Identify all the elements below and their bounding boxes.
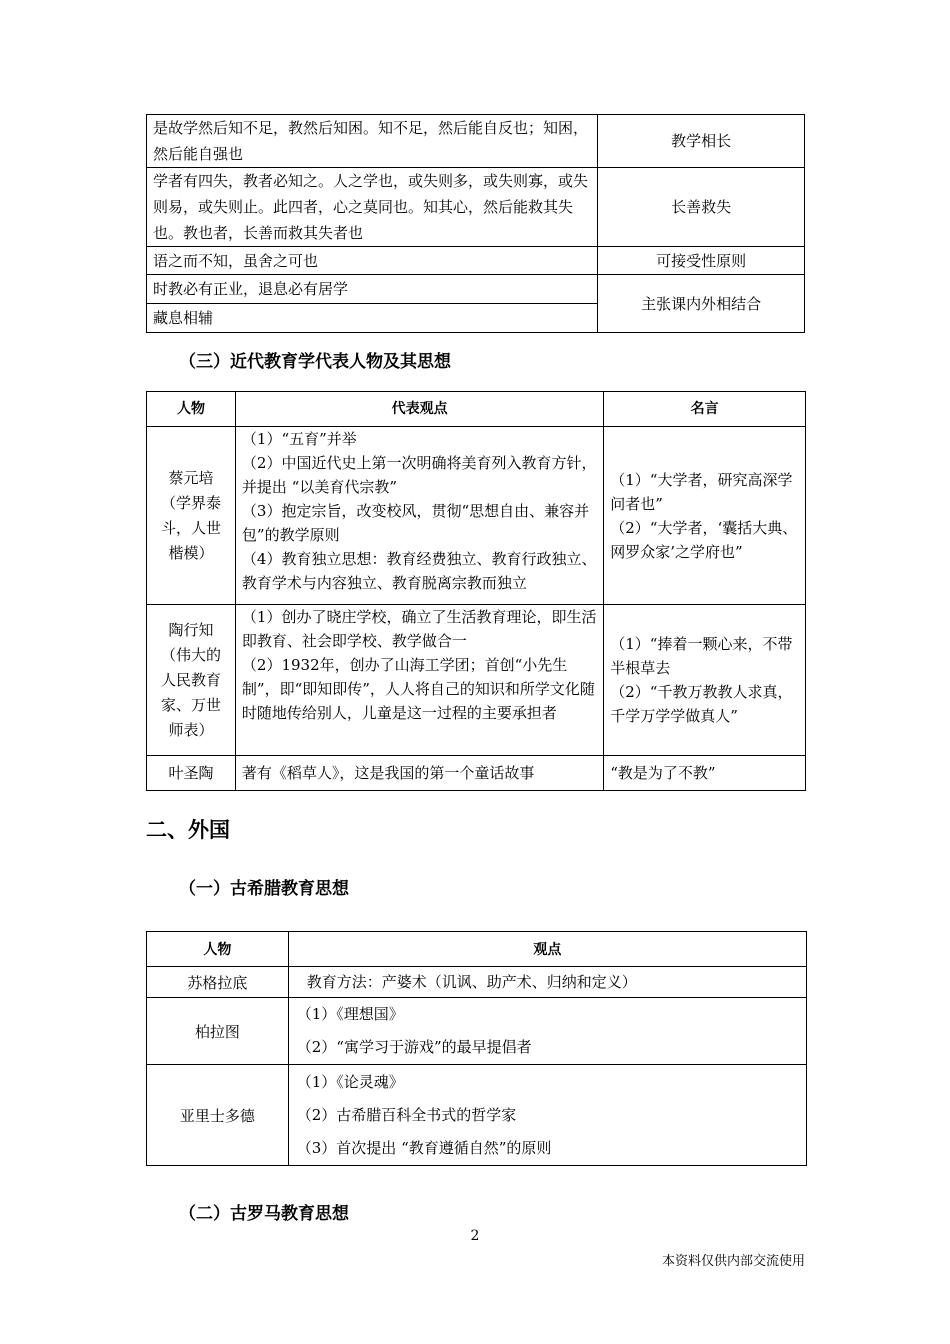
- table-row: [147, 247, 805, 275]
- column-header: 名言: [604, 392, 806, 427]
- table-row: [147, 998, 807, 1065]
- views-cell: [235, 605, 603, 756]
- person-cell: 陶行知（伟大的人民教育家、万世师表）: [147, 605, 236, 756]
- part-heading-foreign: 二、外国: [146, 818, 230, 842]
- views-cell: [288, 1065, 806, 1166]
- footer-note: 本资料仅供内部交流使用: [661, 1254, 805, 1269]
- principle-cell: 可接受性原则: [598, 247, 805, 275]
- view-item: （1）《理想国》: [296, 1005, 404, 1023]
- view-item: （2）古希腊百科全书式的哲学家: [296, 1105, 517, 1124]
- views-cell: [288, 998, 806, 1065]
- quote-cell: 是故学然后知不足，教然后知困。知不足，然后能自反也；知困，然后能自强也: [147, 115, 598, 168]
- section-heading-rome: （二）古罗马教育思想: [179, 1204, 349, 1224]
- view-item: （2）中国近代史上第一次明确将美育列入教育方针，并提出 “以美育代宗教”: [241, 454, 597, 496]
- view-item: （4）教育独立思想：教育经费独立、教育行政独立、教育学术与内容独立、教育脱离宗教而独立: [241, 550, 597, 592]
- table-header-row: [147, 932, 807, 967]
- table-row: [147, 967, 807, 998]
- quote-cell: 语之而不知，虽舍之可也: [147, 247, 598, 275]
- view-item: 教育方法：产婆术（讥讽、助产术、归纳和定义）: [306, 973, 637, 991]
- views-cell: [235, 427, 603, 605]
- table-row: [147, 605, 806, 756]
- quote-cell: 藏息相辅: [147, 304, 598, 333]
- quote-item: “教是为了不教”: [610, 764, 716, 782]
- table-row: [147, 427, 806, 605]
- quote-item: （1）“捧着一颗心来，不带半根草去: [610, 635, 793, 677]
- view-item: （2）“寓学习于游戏”的最早提倡者: [296, 1038, 532, 1056]
- view-item: 著有《稻草人》，这是我国的第一个童话故事: [241, 764, 535, 782]
- table-row: [147, 115, 805, 168]
- views-cell: [288, 967, 806, 998]
- person-cell: 蔡元培（学界泰斗，人世楷模）: [147, 427, 236, 605]
- view-item: （3）首次提出 “教育遵循自然”的原则: [296, 1138, 552, 1157]
- section-heading-greece: （一）古希腊教育思想: [179, 879, 349, 899]
- page-number: 2: [470, 1228, 480, 1244]
- section-heading-modern: （三）近代教育学代表人物及其思想: [179, 352, 451, 372]
- quote-item: （2）“千教万教教人求真，千学万学学做真人”: [610, 683, 793, 725]
- person-cell: 亚里士多德: [147, 1065, 289, 1166]
- views-cell: [235, 756, 603, 791]
- quote-item: （1）“大学者，研究高深学问者也”: [610, 470, 793, 513]
- person-cell: 柏拉图: [147, 998, 289, 1065]
- principle-cell: 教学相长: [598, 115, 805, 168]
- view-item: （1）创办了晓庄学校，确立了生活教育理论，即生活即教育、社会即学校、教学做合一: [241, 608, 597, 650]
- view-item: （1）“五育”并举: [241, 430, 357, 448]
- quotes-cell: [604, 427, 806, 605]
- principle-cell: 长善救失: [598, 168, 805, 247]
- quote-item: （2）“大学者，‘囊括大典、网罗众家’之学府也”: [610, 518, 798, 561]
- quote-cell: 学者有四失，教者必知之。人之学也，或失则多，或失则寡，或失则易，或失则止。此四者，心之莫同也。知其心，然后能救其失也。教也者，长善而救其失者也: [147, 168, 598, 247]
- person-cell: 苏格拉底: [147, 967, 289, 998]
- quotes-cell: [604, 605, 806, 756]
- view-item: （1）《论灵魂》: [296, 1072, 404, 1091]
- modern-educators-table: [146, 391, 806, 791]
- quote-cell: 时教必有正业，退息必有居学: [147, 275, 598, 304]
- table-row: [147, 168, 805, 247]
- table-row: [147, 1065, 807, 1166]
- greece-table: [146, 931, 807, 1166]
- view-item: （2）1932年，创办了山海工学团；首创“小先生制”，即“即知即传”，人人将自己的知识和所学文化随时随地传给别人，儿童是这一过程的主要承担者: [241, 656, 595, 722]
- column-header: 人物: [147, 932, 289, 967]
- quotes-cell: [604, 756, 806, 791]
- table-row: [147, 275, 805, 304]
- column-header: 代表观点: [235, 392, 603, 427]
- principle-cell: 主张课内外相结合: [598, 275, 805, 333]
- table-header-row: [147, 392, 806, 427]
- person-cell: 叶圣陶: [147, 756, 236, 791]
- column-header: 人物: [147, 392, 236, 427]
- view-item: （3）抱定宗旨，改变校风，贯彻“思想自由、兼容并包”的教学原则: [241, 502, 590, 544]
- xueji-table: [146, 114, 805, 333]
- table-row: [147, 756, 806, 791]
- column-header: 观点: [288, 932, 806, 967]
